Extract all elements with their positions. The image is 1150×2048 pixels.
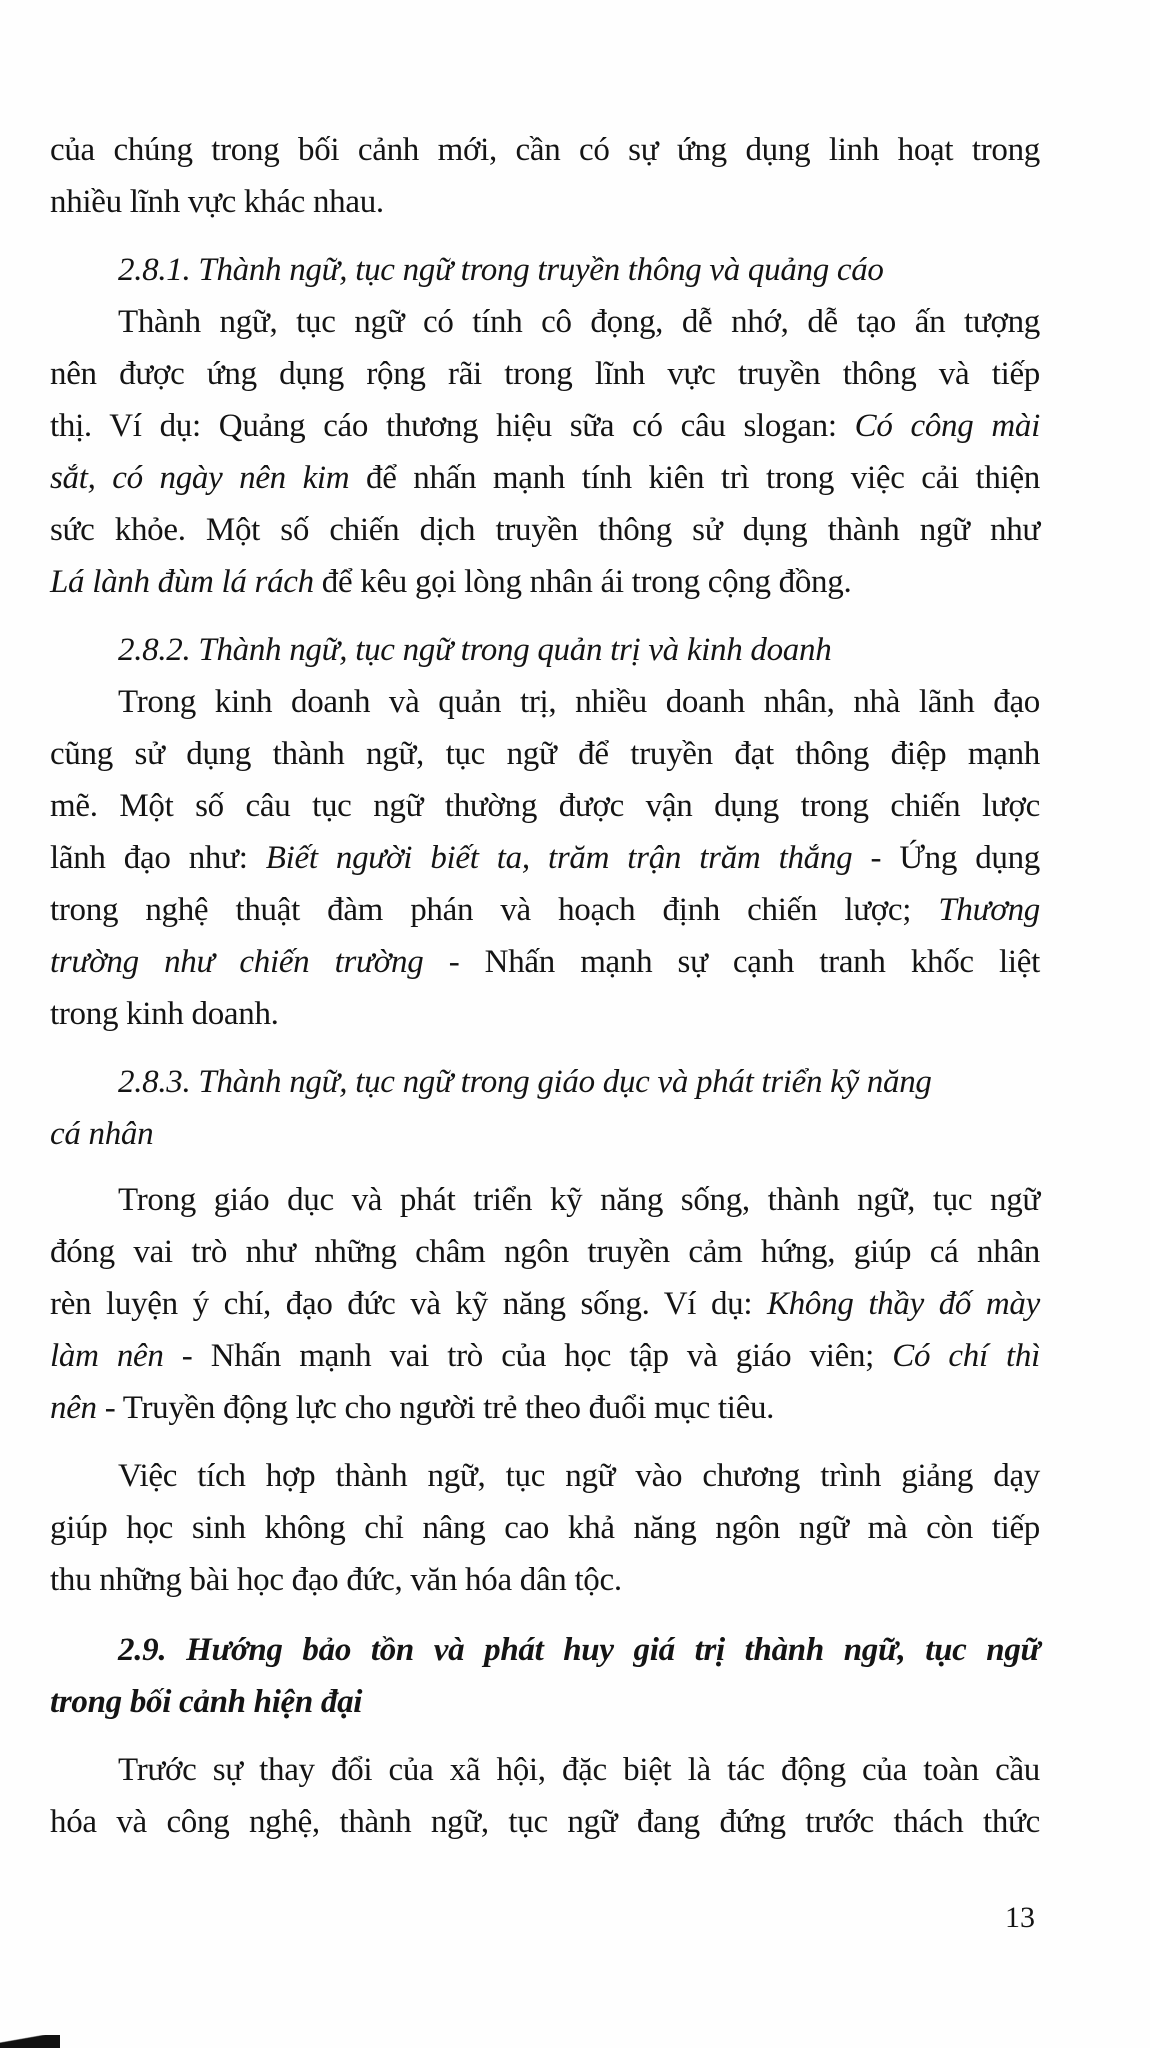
text: - Ứng dụng [852,840,1041,876]
paragraph-line [50,942,1040,982]
paragraph-line [50,510,1040,550]
text: nên được ứng dụng rộng rãi trong lĩnh vực truyền thông và tiếp [50,356,1040,392]
subheading-line [118,1062,1040,1102]
paragraph-line [50,1388,1040,1428]
italic-text: Có công mài [854,408,1040,444]
italic-text: sắt, có ngày nên kim [50,460,350,496]
italic-text: Thương [938,892,1040,928]
italic-text: nên [50,1390,97,1426]
paragraph-continuation-line [50,182,1040,222]
text: để kêu gọi lòng nhân ái trong cộng đồng. [313,564,852,600]
paragraph-line [50,562,1040,602]
subheading-line [50,1114,1040,1154]
paragraph-continuation-line [50,130,1040,170]
text: lãnh đạo như: [50,840,266,876]
paragraph-line [50,734,1040,774]
text: Việc tích hợp thành ngữ, tục ngữ vào chương trình giảng dạy [118,1458,1040,1494]
subheading-line [118,250,1040,290]
text: - Nhấn mạnh sự cạnh tranh khốc liệt [423,944,1040,980]
paragraph-line [118,682,1040,722]
text: mẽ. Một số câu tục ngữ thường được vận dụng trong chiến lược [50,788,1040,824]
paragraph-line [118,1180,1040,1220]
paragraph-line [50,786,1040,826]
text: của chúng trong bối cảnh mới, cần có sự ứng dụng linh hoạt trong [50,132,1040,168]
paragraph-line [50,890,1040,930]
text: trong kinh doanh. [50,996,279,1032]
text: thu những bài học đạo đức, văn hóa dân tộc. [50,1562,622,1598]
italic-text: 2.8.3. Thành ngữ, tục ngữ trong giáo dục và phát triển kỹ năng [118,1064,932,1100]
paragraph-line [50,1284,1040,1324]
paragraph-line [50,1560,1040,1600]
text: thị. Ví dụ: Quảng cáo thương hiệu sữa có câu slogan: [50,408,855,444]
paragraph-line [118,1456,1040,1496]
text: Trong kinh doanh và quản trị, nhiều doanh nhân, nhà lãnh đạo [118,684,1040,720]
text: đóng vai trò như những châm ngôn truyền cảm hứng, giúp cá nhân [50,1234,1040,1270]
italic-text: Lá lành đùm lá rách [50,564,314,600]
paragraph-line [50,354,1040,394]
paragraph-line [50,994,1040,1034]
italic-text: trong bối cảnh hiện đại [50,1684,363,1720]
italic-text: 2.8.2. Thành ngữ, tục ngữ trong quản trị và kinh doanh [118,632,832,668]
subheading-line [118,630,1040,670]
italic-text: Có chí thì [892,1338,1040,1374]
italic-text: làm nên [50,1338,164,1374]
italic-text: cá nhân [50,1116,154,1152]
paragraph-line [50,1232,1040,1272]
text: Trong giáo dục và phát triển kỹ năng sống, thành ngữ, tục ngữ [118,1182,1040,1218]
paragraph-line [50,458,1040,498]
text: trong nghệ thuật đàm phán và hoạch định chiến lược; [50,892,939,928]
text: để nhấn mạnh tính kiên trì trong việc cải thiện [349,460,1040,496]
text: Thành ngữ, tục ngữ có tính cô đọng, dễ nhớ, dễ tạo ấn tượng [118,304,1040,340]
text: cũng sử dụng thành ngữ, tục ngữ để truyền đạt thông điệp mạnh [50,736,1040,772]
paragraph-line [50,1802,1040,1842]
heading-line [118,1630,1040,1670]
paragraph-line [118,302,1040,342]
heading-line [50,1682,1040,1722]
paragraph-line [50,406,1040,446]
text: - Nhấn mạnh vai trò của học tập và giáo viên; [163,1338,893,1374]
italic-text: Không thầy đố mày [767,1286,1040,1322]
italic-text: 2.8.1. Thành ngữ, tục ngữ trong truyền thông và quảng cáo [118,252,884,288]
text: nhiều lĩnh vực khác nhau. [50,184,384,220]
page-edge-shadow [0,2035,60,2048]
italic-text: Biết người biết ta, trăm trận trăm thắng [265,840,853,876]
text: sức khỏe. Một số chiến dịch truyền thông sử dụng thành ngữ như [50,512,1040,548]
paragraph-line [50,1336,1040,1376]
italic-text: 2.9. Hướng bảo tồn và phát huy giá trị thành ngữ, tục ngữ [118,1632,1040,1668]
paragraph-line [50,1508,1040,1548]
text: - Truyền động lực cho người trẻ theo đuổi mục tiêu. [96,1390,775,1426]
text: hóa và công nghệ, thành ngữ, tục ngữ đang đứng trước thách thức [50,1804,1040,1840]
text: giúp học sinh không chỉ nâng cao khả năng ngôn ngữ mà còn tiếp [50,1510,1040,1546]
italic-text: trường như chiến trường [50,944,424,980]
paragraph-line [50,838,1040,878]
text: Trước sự thay đổi của xã hội, đặc biệt là tác động của toàn cầu [118,1752,1040,1788]
text: rèn luyện ý chí, đạo đức và kỹ năng sống. Ví dụ: [50,1286,768,1322]
page-number: 13 [1005,1901,1035,1934]
paragraph-line [118,1750,1040,1790]
